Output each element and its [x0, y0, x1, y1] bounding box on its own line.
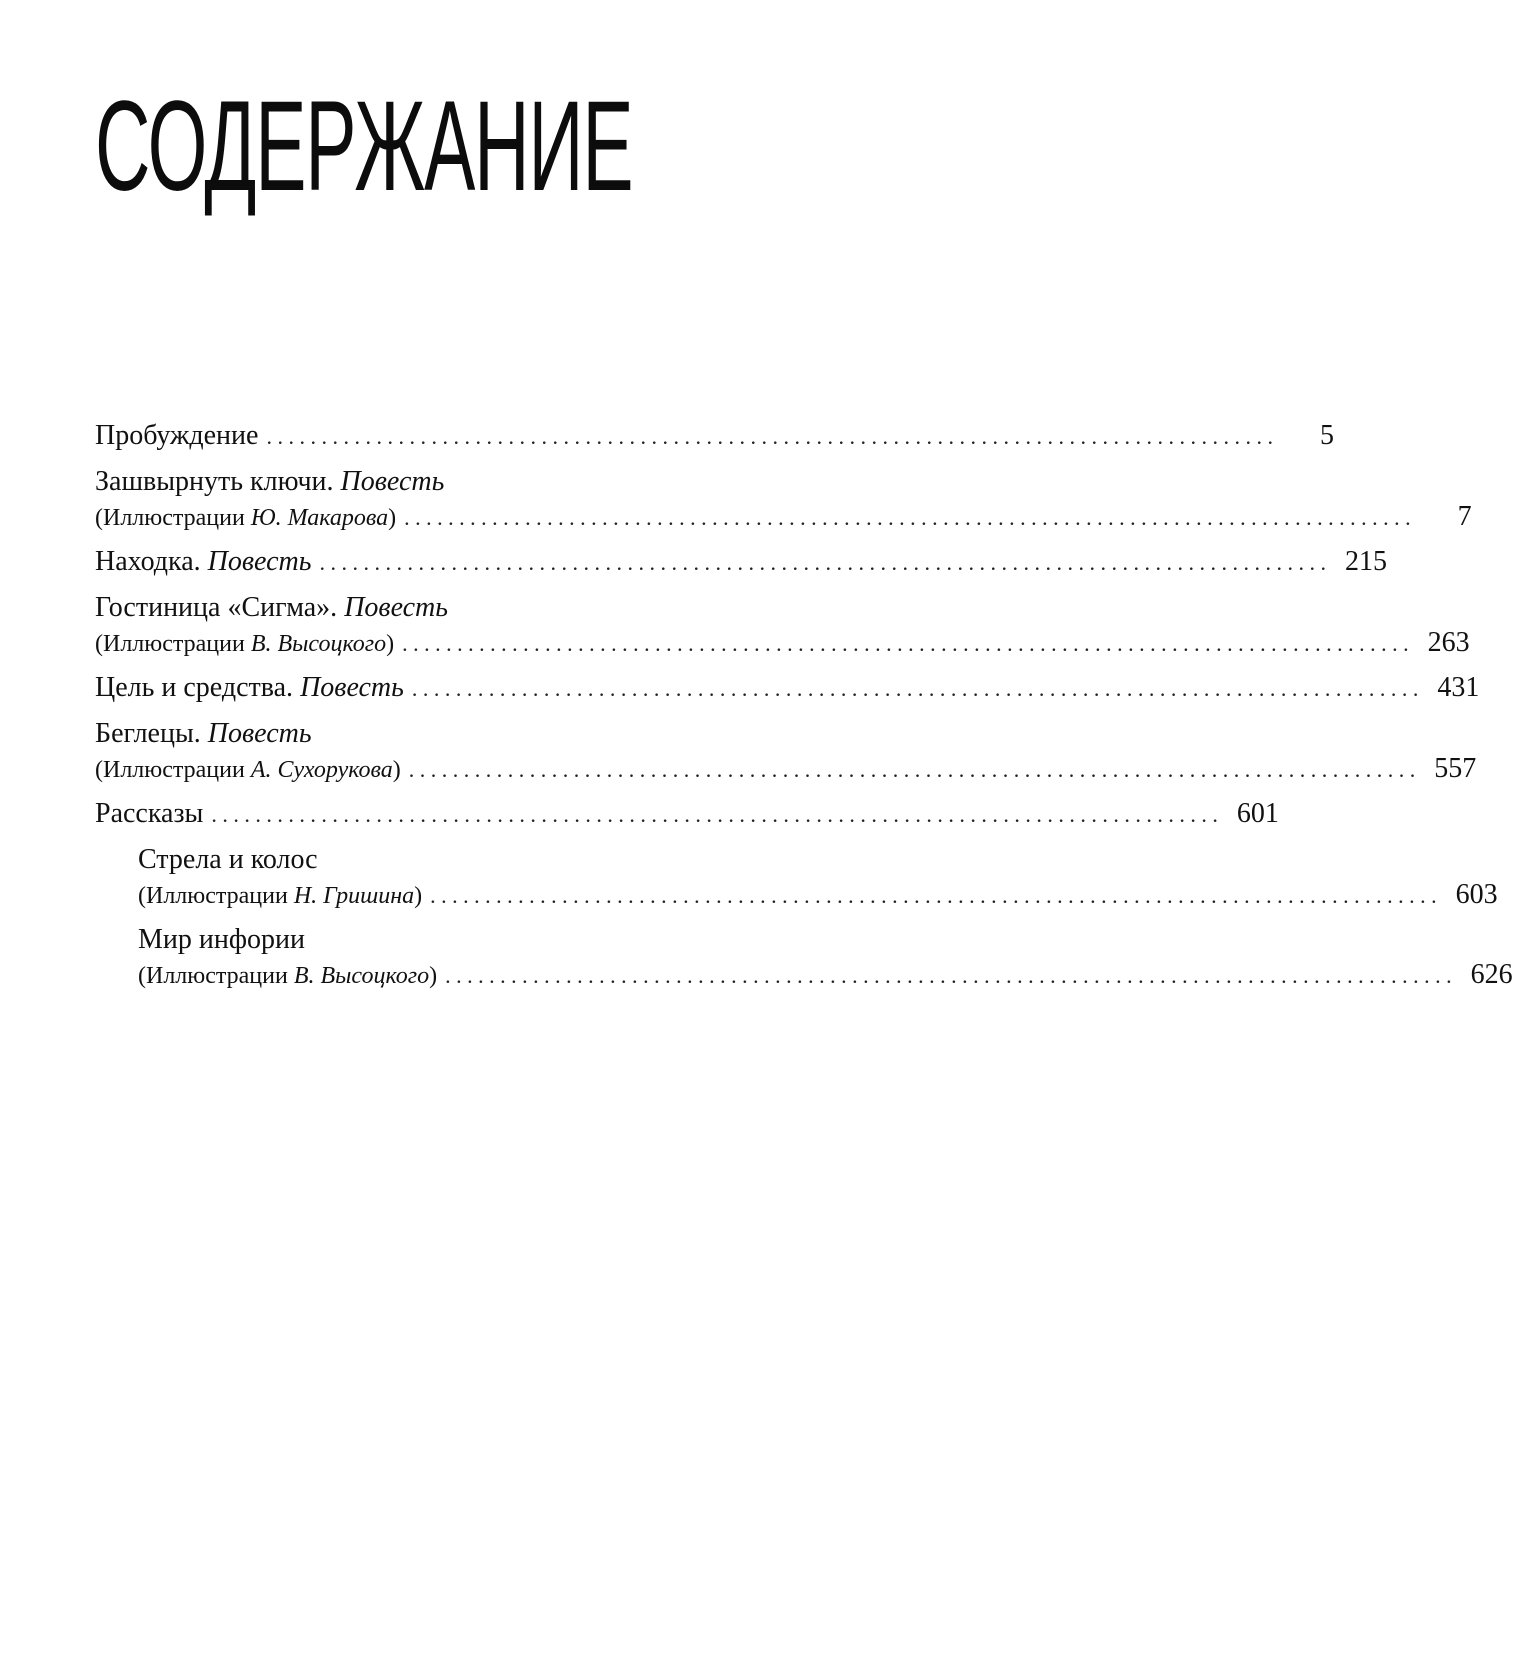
toc-entry-nakhodka[interactable]: [95, 544, 1387, 581]
toc-entry-title: Зашвырнуть ключи.: [95, 466, 334, 497]
toc-entry-page: 5: [1319, 420, 1334, 451]
toc-entry-page: 263: [1427, 627, 1470, 658]
illustrator-name: А. Сухорукова: [250, 757, 393, 783]
toc-entry-gostinitsa-sigma[interactable]: [95, 590, 1470, 661]
dot-leader: [319, 545, 1326, 581]
toc-entry-title: Пробуждение: [95, 420, 259, 451]
dot-leader: [211, 797, 1218, 833]
dot-leader: [266, 419, 1273, 455]
toc-entry-page: 215: [1344, 546, 1387, 577]
toc-entry-strela-i-kolos[interactable]: [138, 842, 1498, 913]
toc-entry-illustrations: (Иллюстрации А. Сухорукова): [95, 757, 401, 783]
toc-entry-illustrations: (Иллюстрации Ю. Макарова): [95, 505, 397, 531]
toc-entry-title: Рассказы: [95, 798, 204, 829]
toc-entry-title: Гостиница «Сигма».: [95, 592, 338, 623]
illustrator-name: Ю. Макарова: [250, 505, 389, 531]
toc-entry-page: 431: [1437, 672, 1480, 703]
toc-entry-genre: Повесть: [207, 546, 312, 577]
toc-entry-page: 601: [1236, 798, 1279, 829]
toc-entry-genre: Повесть: [207, 718, 312, 749]
toc-entry-genre: Повесть: [340, 466, 445, 497]
toc-entry-title: Находка.: [95, 546, 201, 577]
toc-entry-page: 603: [1455, 879, 1498, 910]
toc-entry-rasskazy[interactable]: [95, 796, 1279, 833]
toc-entry-title: Мир инфории: [138, 924, 305, 955]
toc-entry-genre: Повесть: [300, 672, 404, 703]
dot-leader: [412, 671, 1419, 707]
illustrator-name: Н. Гришина: [293, 883, 415, 909]
toc-entry-illustrations: (Иллюстрации В. Высоцкого): [138, 963, 438, 989]
toc-entry-title-group: [95, 670, 404, 706]
dot-leader: [404, 501, 1411, 535]
toc-entry-title: Цель и средства.: [95, 672, 294, 703]
toc-entry-title: Беглецы.: [95, 718, 201, 749]
page-title: [95, 75, 633, 218]
toc-entry-page: 626: [1470, 959, 1513, 990]
toc-entry-illustrations: (Иллюстрации Н. Гришина): [138, 883, 423, 909]
page-title-text: СОДЕРЖАНИЕ: [95, 75, 633, 218]
toc-entry-probuzhdenie[interactable]: [95, 418, 1334, 455]
table-of-contents: [95, 418, 1513, 1002]
toc-entry-page: 7: [1457, 501, 1472, 532]
toc-entry-zashvyrnut-klyuchi[interactable]: [95, 464, 1472, 535]
toc-entry-page: 557: [1434, 753, 1477, 784]
illustrator-name: В. Высоцкого: [293, 963, 430, 989]
toc-entry-title: Стрела и колос: [138, 844, 318, 875]
dot-leader: [430, 879, 1437, 913]
toc-entry-beglecy[interactable]: [95, 716, 1477, 787]
toc-entry-title-group: [95, 544, 311, 580]
dot-leader: [409, 753, 1416, 787]
toc-entry-genre: Повесть: [344, 592, 449, 623]
dot-leader: [445, 959, 1452, 993]
toc-entry-tsel-i-sredstva[interactable]: [95, 670, 1480, 707]
illustrator-name: В. Высоцкого: [250, 631, 387, 657]
toc-entry-mir-inforii[interactable]: [138, 922, 1513, 993]
dot-leader: [402, 627, 1409, 661]
toc-entry-illustrations: (Иллюстрации В. Высоцкого): [95, 631, 395, 657]
